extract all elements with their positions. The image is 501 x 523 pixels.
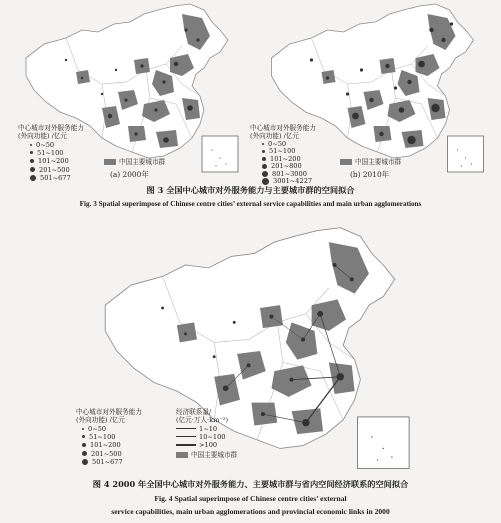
city-dot-icon xyxy=(82,428,84,430)
legend-link-class: 1~10 xyxy=(176,424,237,432)
legend-class: 101~200 xyxy=(262,155,316,162)
figure3-caption-en: Fig. 3 Spatial superimpose of Chinese centre cities’ external service capabilities and main urban agglomerations xyxy=(79,200,422,208)
legend-class: 101~200 xyxy=(82,441,142,449)
figure3-panel-a xyxy=(6,0,248,183)
figure4-caption-cn: 图 4 2000 年全国中心城市对外服务能力、主要城市群与省内空间经济联系的空间拟合 xyxy=(92,479,409,489)
city-dot-icon xyxy=(262,171,268,177)
legend-link-class: >100 xyxy=(176,441,237,449)
legend-link-class: 10~100 xyxy=(176,433,237,441)
legend-title-line1: 经济联系量/ xyxy=(176,408,212,416)
legend-class: 201~500 xyxy=(82,450,142,458)
legend-title-line2: (外向功能) /亿元 xyxy=(76,416,126,425)
link-line-icon xyxy=(176,436,196,437)
legend-agglomeration: 中国主要城市群 xyxy=(104,158,165,166)
figure4-legend-links xyxy=(176,408,237,459)
city-dot-icon xyxy=(30,144,32,146)
city-dot-icon xyxy=(262,157,266,161)
legend-class: 801~3000 xyxy=(262,170,316,177)
legend-title-line1: 中心城市对外服务能力 xyxy=(250,124,316,132)
link-line-icon xyxy=(176,444,196,446)
legend-class: 51~100 xyxy=(30,149,84,157)
figure3-caption-cn: 图 3 全国中心城市对外服务能力与主要城市群的空间拟合 xyxy=(146,185,355,195)
figure4-caption-en-line1: Fig. 4 Spatial superimpose of Chinese centre cities’ external xyxy=(154,494,347,503)
legend-class: 3001~4227 xyxy=(262,177,316,184)
city-dot-icon xyxy=(82,459,88,465)
city-dot-icon xyxy=(30,167,35,172)
panel-b-label: (b) 2010年 xyxy=(350,170,390,179)
panel-a-label: (a) 2000年 xyxy=(110,170,149,179)
agglomeration-swatch-icon xyxy=(340,159,352,165)
figure4-caption-en-line2: service capabilities, main urban agglomerations and provincial economic links in 2000 xyxy=(111,507,390,516)
city-dot-icon xyxy=(82,451,87,456)
city-dot-icon xyxy=(262,164,267,169)
legend-agglomeration: 中国主要城市群 xyxy=(340,158,401,166)
legend-title-line1: 中心城市对外服务能力 xyxy=(18,124,84,132)
legend-2010 xyxy=(250,124,316,185)
legend-class: 201~500 xyxy=(30,166,84,174)
city-dot-icon xyxy=(262,178,269,185)
legend-class: 0~50 xyxy=(82,424,142,432)
city-dot-icon xyxy=(262,143,264,145)
legend-class: 51~100 xyxy=(82,433,142,441)
legend-class: 501~677 xyxy=(30,174,84,182)
link-line-icon xyxy=(176,428,196,429)
figure3-panel-b xyxy=(250,0,495,185)
south-china-sea-inset xyxy=(448,136,484,172)
legend-title-line2: (亿元·万人·km⁻²) xyxy=(176,416,229,425)
legend-title-line2: (外向功能) /亿元 xyxy=(250,132,300,141)
south-china-sea-inset xyxy=(202,136,238,172)
south-china-sea-inset xyxy=(358,417,410,469)
legend-title-line2: (外向功能) /亿元 xyxy=(18,132,68,141)
city-dot-icon xyxy=(30,151,33,154)
figure4-legend-capability xyxy=(76,408,142,466)
legend-agglomeration: 中国主要城市群 xyxy=(176,451,237,459)
legend-class: 0~50 xyxy=(30,140,84,148)
legend-class: 101~200 xyxy=(30,157,84,165)
legend-class: 51~100 xyxy=(262,148,316,155)
legend-class: 201~800 xyxy=(262,163,316,170)
legend-class: 0~50 xyxy=(262,140,316,147)
legend-2000 xyxy=(18,124,84,182)
agglomeration-swatch-icon xyxy=(104,159,116,165)
city-dot-icon xyxy=(82,443,86,447)
legend-title-line1: 中心城市对外服务能力 xyxy=(76,408,142,416)
city-dot-icon xyxy=(30,159,34,163)
city-dot-icon xyxy=(30,175,36,181)
city-dot-icon xyxy=(82,435,85,438)
legend-class: 501~677 xyxy=(82,458,142,466)
city-dot-icon xyxy=(262,150,265,153)
agglomeration-swatch-icon xyxy=(176,452,188,458)
